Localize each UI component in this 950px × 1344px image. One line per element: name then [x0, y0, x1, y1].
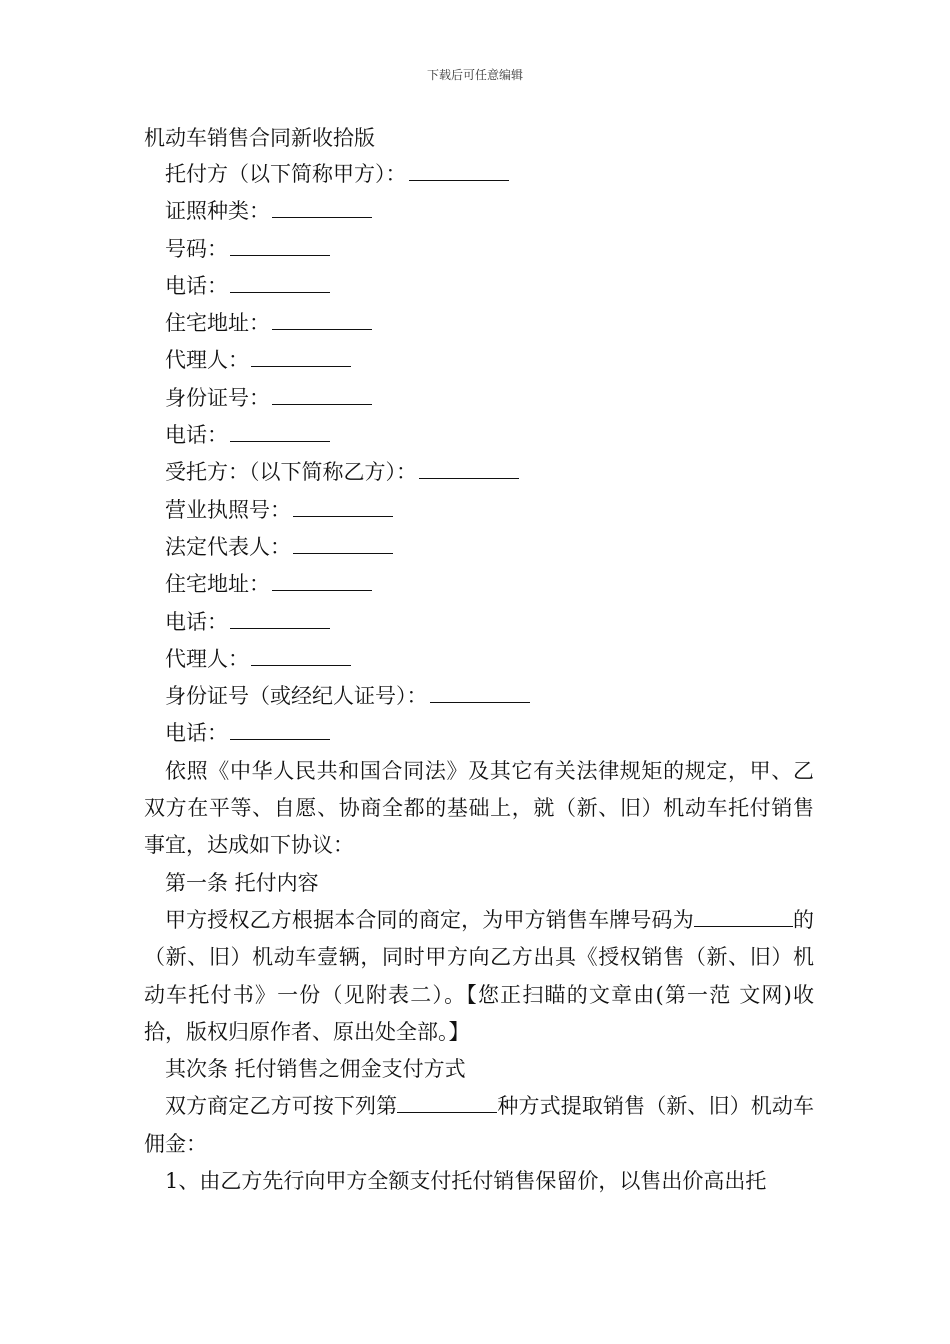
plate-number-blank[interactable]	[694, 904, 772, 927]
field-label: 营业执照号：	[165, 497, 291, 522]
field-legal-representative	[144, 529, 814, 566]
field-trustee	[144, 454, 814, 491]
field-id-number	[144, 380, 814, 417]
fill-blank[interactable]	[409, 158, 509, 181]
method-number-blank[interactable]	[397, 1090, 497, 1113]
field-label: 电话：	[165, 609, 228, 634]
document-title: 机动车销售合同新收拾版	[144, 126, 375, 150]
fill-blank[interactable]	[230, 233, 330, 256]
field-id-or-broker-number	[144, 678, 814, 715]
field-label: 托付方（以下简称甲方）：	[165, 162, 407, 186]
field-certificate-type	[144, 193, 814, 230]
article-2-heading: 其次条 托付销售之佣金支付方式	[165, 1057, 466, 1082]
fill-blank[interactable]	[293, 494, 393, 517]
field-label: 电话：	[165, 273, 228, 298]
fill-blank[interactable]	[419, 456, 519, 479]
field-phone	[144, 417, 814, 454]
fill-blank[interactable]	[230, 606, 330, 629]
fill-blank[interactable]	[293, 531, 393, 554]
field-label: 电话：	[165, 423, 228, 448]
field-address	[144, 305, 814, 342]
fill-blank[interactable]	[230, 717, 330, 740]
field-label: 住宅地址：	[165, 572, 270, 597]
field-agent	[144, 641, 814, 678]
field-phone	[144, 604, 814, 641]
fill-blank[interactable]	[230, 419, 330, 442]
article-1-paragraph	[144, 902, 814, 1051]
article-2-text-a: 双方商定乙方可按下列第	[165, 1094, 398, 1119]
field-label: 法定代表人：	[165, 534, 291, 559]
article-2-text-b: 种方式提取销售（新、旧）机动车佣金：	[144, 1094, 815, 1156]
fill-blank[interactable]	[430, 680, 530, 703]
article-1-text-b: 的（新、旧）机动车壹辆，同时甲方向乙方出具《授权销售（新、旧）机动车托付书》一份（见附表二）。【您正扫瞄的文章由(第一范 文网)收拾，版权归原作者、原出处全部。】	[144, 907, 814, 1044]
field-label: 身份证号（或经纪人证号）：	[165, 684, 428, 709]
page-header-note: 下载后可任意编辑	[426, 68, 523, 82]
article-2-paragraph	[144, 1088, 814, 1163]
intro-paragraph: 依照《中华人民共和国合同法》及其它有关法律规矩的规定，甲、乙双方在平等、自愿、协商全都的基础上，就（新、旧）机动车托付销售事宜，达成如下协议：	[144, 758, 814, 858]
fill-blank[interactable]	[272, 382, 372, 405]
field-label: 证照种类：	[165, 199, 270, 224]
fill-blank[interactable]	[251, 643, 351, 666]
field-phone	[144, 715, 814, 752]
field-phone	[144, 268, 814, 305]
field-label: 电话：	[165, 721, 228, 746]
plate-number-blank-cont[interactable]	[772, 904, 793, 927]
field-label: 住宅地址：	[165, 311, 270, 336]
fill-blank[interactable]	[272, 195, 372, 218]
fill-blank[interactable]	[272, 307, 372, 330]
article-1-heading: 第一条 托付内容	[165, 870, 319, 895]
fill-blank[interactable]	[230, 270, 330, 293]
field-label: 身份证号：	[165, 385, 270, 410]
item-1-paragraph: 1、由乙方先行向甲方全额支付托付销售保留价，以售出价高出托	[165, 1169, 767, 1194]
fill-blank[interactable]	[251, 344, 351, 367]
field-label: 代理人：	[165, 646, 249, 671]
contract-document	[144, 120, 814, 1200]
field-business-license	[144, 492, 814, 529]
field-agent	[144, 342, 814, 379]
field-address	[144, 566, 814, 603]
fill-blank[interactable]	[272, 568, 372, 591]
field-label: 号码：	[165, 236, 228, 261]
field-label: 代理人：	[165, 348, 249, 373]
article-1-text-a: 甲方授权乙方根据本合同的商定，为甲方销售车牌号码为	[165, 907, 694, 932]
field-label: 受托方：（以下简称乙方）：	[165, 460, 417, 485]
field-principal	[144, 156, 814, 193]
field-number	[144, 231, 814, 268]
